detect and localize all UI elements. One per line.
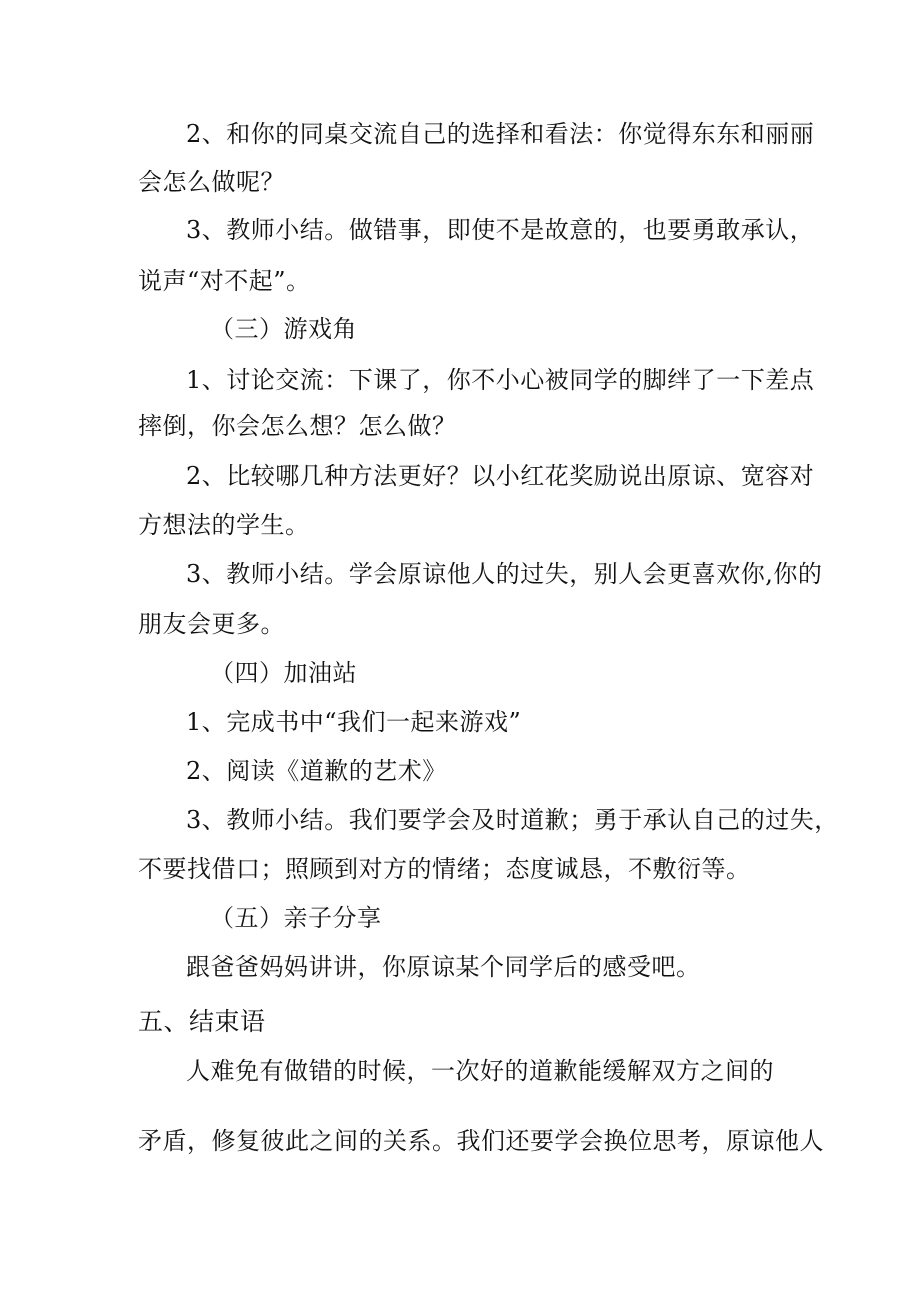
paragraph-line: 跟爸爸妈妈讲讲，你原谅某个同学后的感受吧。 <box>186 953 701 981</box>
paragraph-line: 1、完成书中“我们一起来游戏” <box>186 708 522 736</box>
paragraph-line: 摔倒，你会怎么想？怎么做？ <box>138 412 457 440</box>
paragraph-line: 不要找借口；照顾到对方的情绪；态度诚恳，不敷衍等。 <box>138 855 751 883</box>
paragraph-line: 2、和你的同桌交流自己的选择和看法：你觉得东东和丽丽 <box>186 120 815 148</box>
paragraph-line: 朋友会更多。 <box>138 610 285 638</box>
paragraph-line: 3、教师小结。做错事，即使不是故意的，也要勇敢承认， <box>186 216 815 244</box>
chapter-heading: 五、结束语 <box>138 1007 266 1036</box>
section-heading: （三）游戏角 <box>210 315 357 343</box>
paragraph-line: 说声“对不起”。 <box>138 267 311 295</box>
paragraph-line: 方想法的学生。 <box>138 511 310 539</box>
paragraph-line: 2、阅读《道歉的艺术》 <box>186 757 447 785</box>
section-heading: （四）加油站 <box>210 659 357 687</box>
paragraph-line: 矛盾，修复彼此之间的关系。我们还要学会换位思考，原谅他人 <box>138 1127 824 1155</box>
paragraph-line: 人难免有做错的时候，一次好的道歉能缓解双方之间的 <box>186 1057 774 1085</box>
section-heading: （五）亲子分享 <box>210 904 382 932</box>
paragraph-line: 1、讨论交流：下课了，你不小心被同学的脚绊了一下差点 <box>186 366 815 394</box>
paragraph-line: 会怎么做呢？ <box>138 168 285 196</box>
paragraph-line: 2、比较哪几种方法更好？以小红花奖励说出原谅、宽容对 <box>186 462 815 490</box>
paragraph-line: 3、教师小结。我们要学会及时道歉；勇于承认自己的过失， <box>186 806 839 834</box>
paragraph-line: 3、教师小结。学会原谅他人的过失，别人会更喜欢你,你的 <box>186 560 823 588</box>
